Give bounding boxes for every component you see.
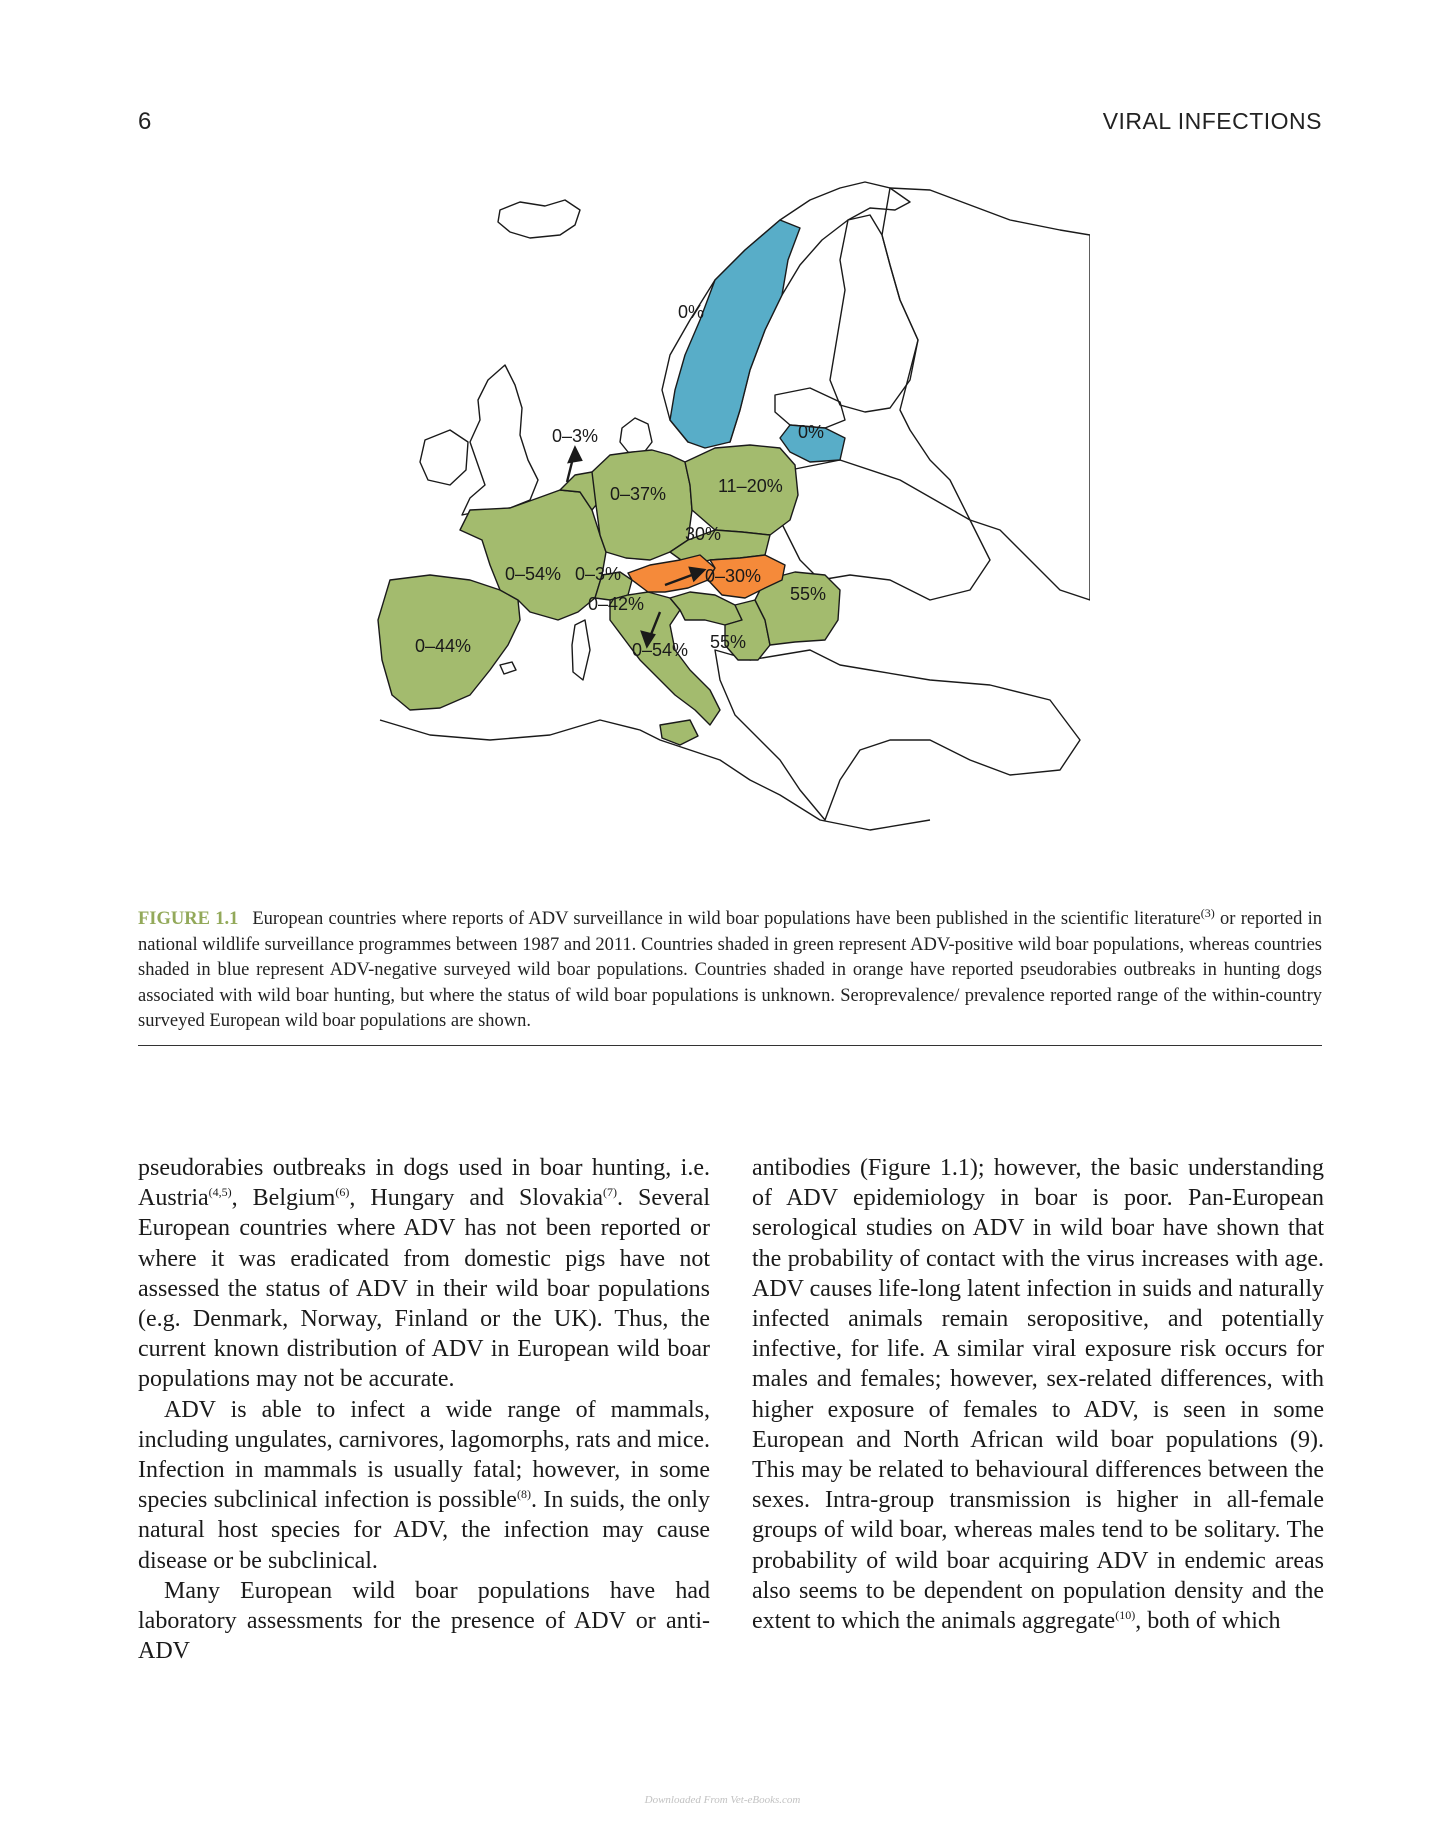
label-germany: 0–37% [610, 484, 667, 504]
text-run: , Belgium [231, 1185, 336, 1212]
caption-text-continued: or reported in national wildlife surveillance programmes between 1987 and 2011. Countries shaded in green represent ADV-positive wild boar populations, whereas countries shaded in blue represent ADV-negative surveyed wild boar populations. Countries shaded in orange have reported pseudorabies outbreaks in hunting dogs associated with wild boar hunting, but where the status of wild boar populations is unknown. Seroprevalence/ prevalence reported range of the within-country surveyed European wild boar populations are shown. [138, 909, 1322, 1031]
label-sweden: 0% [678, 302, 705, 322]
balkans-greece-outline [715, 650, 1080, 820]
label-austria: 30% [685, 524, 722, 544]
text-run: ADV is able to infect a wide range of mammals, including ungulates, carnivores, lagomorphs, rats and mice. Infection in mammals is usually fatal; however, in some species subclinical infection is possible [138, 1396, 710, 1514]
europe-map [370, 180, 1090, 910]
caption-rule [138, 1045, 1322, 1046]
arrow-benelux-head [569, 448, 581, 462]
text-run: antibodies (Figure 1.1); however, the basic understanding of ADV epidemiology in boar is poor. Pan-European serological studies on ADV in wild boar have shown that the probability of contact with the virus increases with age. ADV causes life-long latent infection in suids and naturally infected animals remain seropositive, and potentially infective, for life. A similar viral exposure risk occurs for males and females; however, sex-related differences, with higher exposure of females to ADV, is seen in some European and North African wild boar populations (9). This may be related to behavioural differences between the sexes. Intra-group transmission is higher in all-female groups of wild boar, whereas males tend to be solitary. The probability of wild boar acquiring ADV in endemic areas also seems to be dependent on population density and the extent to which the animals aggregate [752, 1155, 1324, 1635]
label-netherlands-belgium: 0–3% [552, 426, 599, 446]
europe-map-figure [370, 180, 1090, 910]
left-paragraph-3: Many European wild boar populations have had laboratory assessments for the presence of ADV or anti-ADV [138, 1577, 710, 1665]
text-run: , both of which [1135, 1608, 1281, 1635]
text-run: pseudorabies outbreaks in dogs used in boar hunting, i.e. Austria [138, 1155, 710, 1212]
finland-outline [830, 215, 918, 412]
figure-caption [138, 907, 1322, 1035]
north-africa-coast [380, 720, 930, 830]
croatia-region [670, 592, 742, 625]
page-number: 6 [138, 108, 152, 135]
label-poland: 11–20% [718, 476, 783, 496]
caption-label: FIGURE 1.1 [138, 909, 239, 929]
sweden-region [670, 220, 800, 448]
body-column-left [138, 1153, 710, 1666]
running-head: VIRAL INFECTIONS [1102, 108, 1322, 134]
citation: (8) [516, 1487, 531, 1502]
caption-citation: (3) [1200, 905, 1215, 920]
citation: (6) [335, 1185, 350, 1200]
label-italy: 0–42% [588, 594, 645, 614]
russia-outline [882, 188, 1090, 600]
label-iberia: 0–44% [415, 636, 472, 656]
footer-watermark: Downloaded From Vet-eBooks.com [644, 1794, 801, 1806]
label-serbia: 55% [710, 632, 747, 652]
text-run: . In suids, the only natural host species for ADV, the infection may cause disease or be subclinical. [138, 1487, 711, 1574]
balearic-outline [500, 662, 516, 674]
iceland-outline [498, 200, 580, 238]
left-paragraph-1 [138, 1153, 710, 1395]
right-paragraph-1 [752, 1153, 1324, 1636]
text-run: , Hungary and Slovakia [349, 1185, 604, 1212]
text-run: . Several European countries where ADV has not been reported or where it was eradicated from domestic pigs have not assessed the status of ADV in their wild boar populations (e.g. Denmark, Norway, Finland or the UK). Thus, the current known distribution of ADV in European wild boar populations may not be accurate. [138, 1185, 710, 1393]
label-switzerland: 0–3% [575, 564, 622, 584]
citation: (7) [603, 1185, 618, 1200]
label-france: 0–54% [505, 564, 562, 584]
citation: (4,5) [208, 1185, 232, 1200]
great-britain-outline [462, 365, 538, 515]
sardinia-outline [572, 620, 590, 680]
label-romania: 55% [790, 584, 827, 604]
left-paragraph-2 [138, 1395, 710, 1576]
caption-text: European countries where reports of ADV surveillance in wild boar populations have been published in the scientific literature [252, 909, 1201, 929]
denmark-outline [620, 418, 652, 455]
ireland-outline [420, 430, 468, 485]
germany-region [592, 450, 692, 560]
label-hungary: 0–30% [705, 566, 762, 586]
label-croatia: 0–54% [632, 640, 689, 660]
citation: (10) [1115, 1608, 1136, 1623]
body-column-right [752, 1153, 1324, 1636]
label-lithuania: 0% [798, 422, 825, 442]
